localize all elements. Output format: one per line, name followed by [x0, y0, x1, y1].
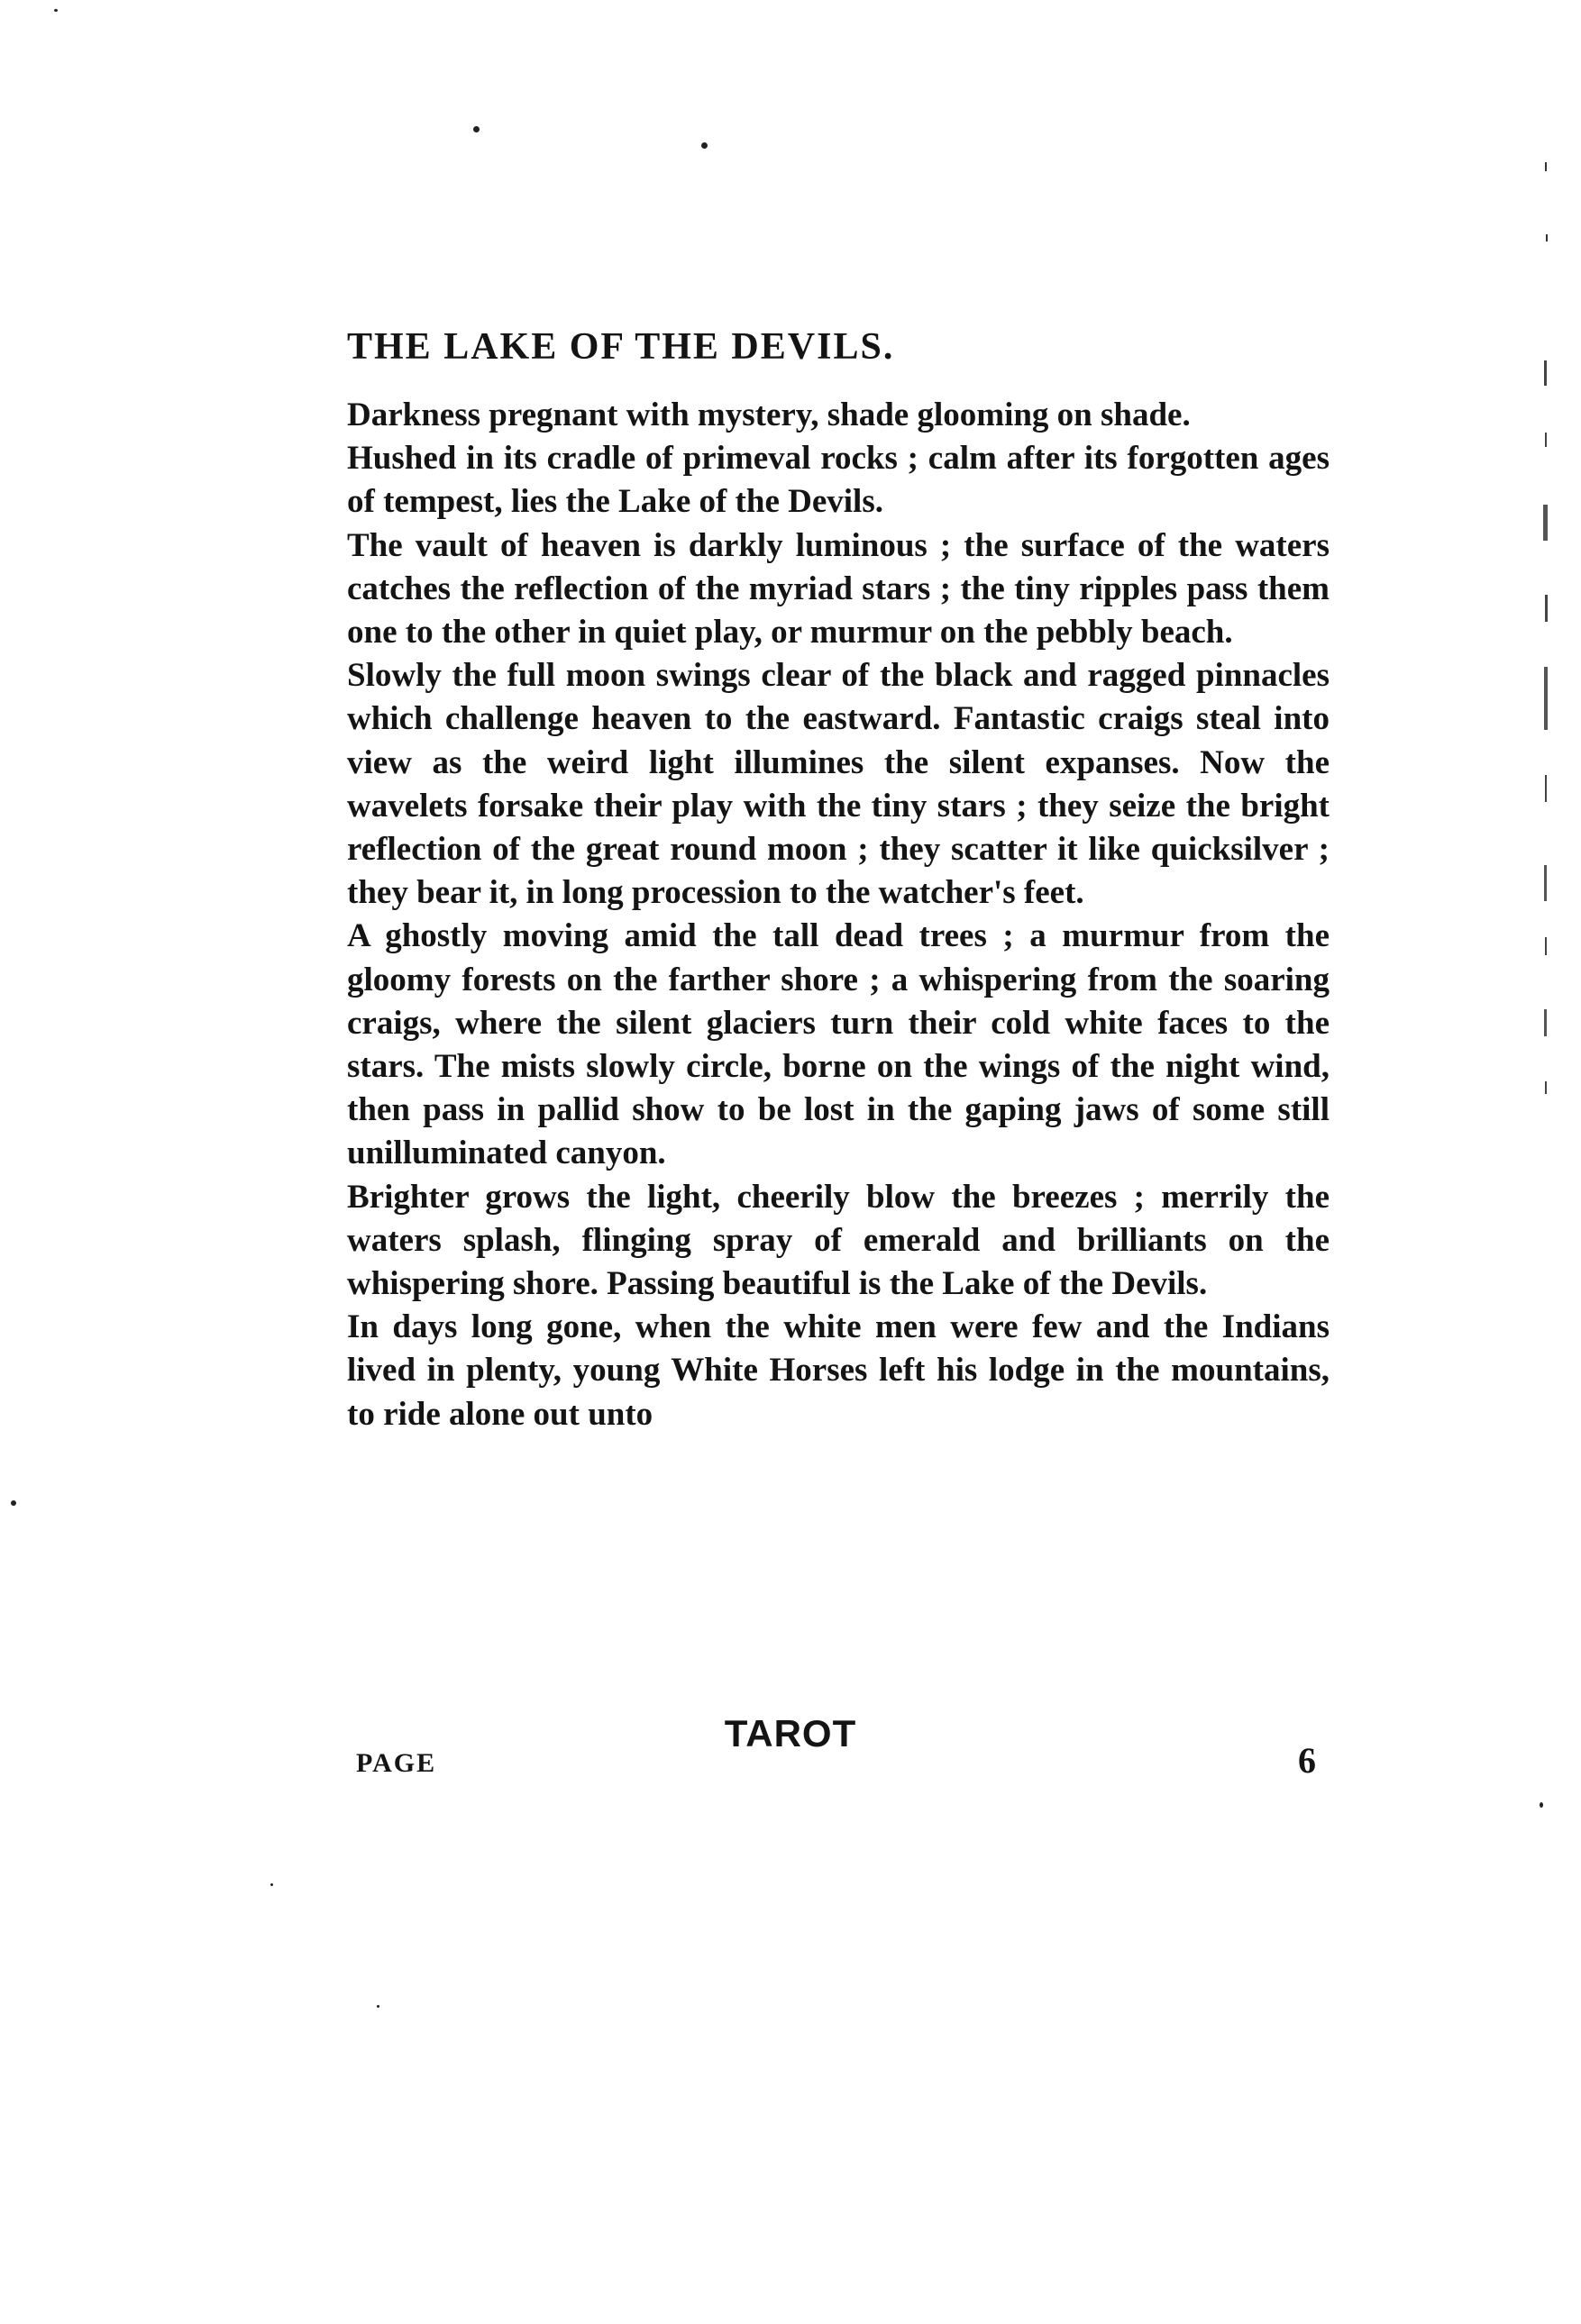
text-block [347, 320, 1330, 1436]
paragraph: Hushed in its cradle of primeval rocks ; calm after its forgotten ages of tempest, lies the Lake of the Devils. [347, 440, 1330, 521]
scan-edge-noise [1543, 126, 1550, 1208]
paragraph: Brighter grows the light, cheerily blow the breezes ; merrily the waters splash, flinging spray of emerald and brilliants on the whispering shore. Passing beautiful is the Lake of the Devils. [347, 1178, 1330, 1303]
paragraph: The vault of heaven is darkly luminous ; the surface of the waters catches the reflection of the myriad stars ; the tiny ripples pass them one to the other in quiet play, or murmur on the pebbly beach. [347, 526, 1330, 652]
page-number: 6 [1298, 1740, 1316, 1781]
paragraph: Darkness pregnant with mystery, shade glooming on shade. [347, 396, 1191, 433]
scan-speck [377, 2005, 379, 2008]
chapter-title: THE LAKE OF THE DEVILS. [347, 326, 895, 368]
scan-speck [270, 1883, 273, 1886]
scan-speck [473, 126, 480, 132]
scan-speck [1540, 1802, 1543, 1808]
paragraph: Slowly the full moon swings clear of the black and ragged pinnacles which challenge heaven to the eastward. Fantastic craigs steal into view as the weird light illumines the silent expanses. Now the wavelets forsake their play with the tiny stars ; they seize the bright reflection of the great round moon ; they scatter it like quicksilver ; they bear it, in long procession to the watcher's feet. [347, 657, 1330, 912]
paragraph: In days long gone, when the white men were few and the Indians lived in plenty, young White Horses left his lodge in the mountains, to ride alone out unto [347, 1308, 1330, 1433]
footer-title: TAROT [724, 1712, 857, 1754]
scan-speck [54, 9, 58, 12]
scan-speck [701, 142, 708, 149]
paragraph: A ghostly moving amid the tall dead trees ; a murmur from the gloomy forests on the farther shore ; a whispering from the soaring craigs, where the silent glaciers turn their cold white faces to the stars. The mists slowly circle, borne on the wings of the night wind, then pass in pallid show to be lost in the gaping jaws of some still unilluminated canyon. [347, 917, 1330, 1172]
footer-page-label: PAGE [356, 1748, 437, 1778]
scan-speck [11, 1500, 16, 1506]
body-text [347, 394, 1330, 1436]
